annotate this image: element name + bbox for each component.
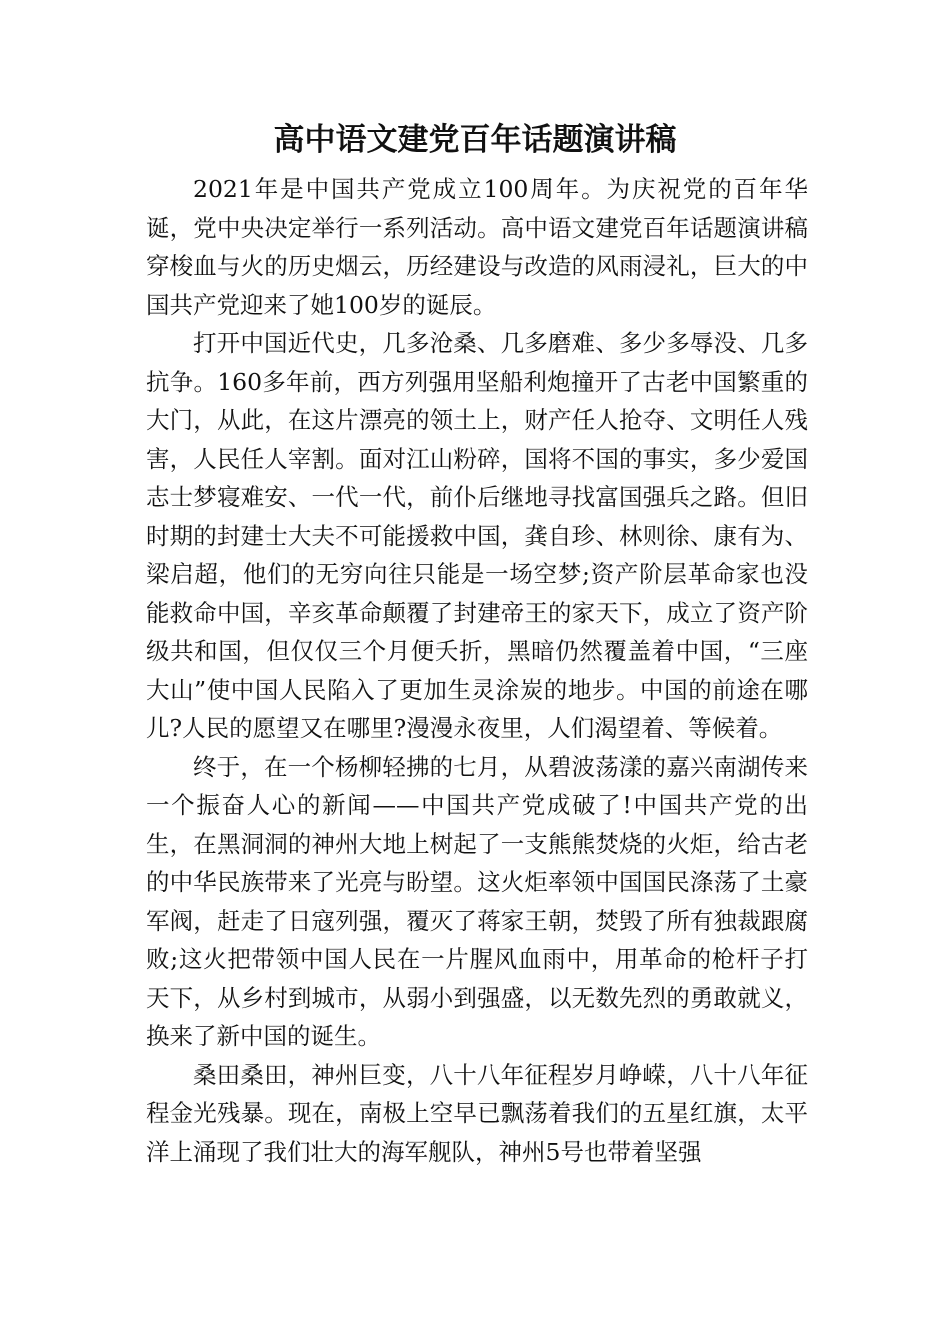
document-title: 高中语文建党百年话题演讲稿 [273,122,677,158]
paragraph-2: 打开中国近代史，几多沧桑、几多磨难、多少多辱没、几多抗争。160多年前，西方列强用坚船利炮撞开了古老中国繁重的大门，从此，在这片漂亮的领土上，财产任人抢夺、文明任人残害，人民任人宰割。面对江山粉碎，国将不国的事实，多少爱国志士梦寝难安、一代一代，前仆后继地寻找富国强兵之路。但旧时期的封建士大夫不可能援救中国，龚自珍、林则徐、康有为、梁启超，他们的无穷向往只能是一场空梦;资产阶层革命家也没能救命中国，辛亥革命颠覆了封建帝王的家天下，成立了资产阶级共和国，但仅仅三个月便夭折，黑暗仍然覆盖着中国，“三座大山”使中国人民陷入了更加生灵涂炭的地步。中国的前途在哪儿?人民的愿望又在哪里?漫漫永夜里，人们渴望着、等候着。 [146,329,808,742]
paragraph-4: 桑田桑田，神州巨变，八十八年征程岁月峥嵘，八十八年征程金光残暴。现在，南极上空早已飘荡着我们的五星红旗，太平洋上涌现了我们壮大的海军舰队，神州5号也带着坚强 [146,1060,808,1166]
paragraph-1: 2021年是中国共产党成立100周年。为庆祝党的百年华诞，党中央决定举行一系列活动。高中语文建党百年话题演讲稿穿梭血与火的历史烟云，历经建设与改造的风雨浸礼，巨大的中国共产党迎来了她100岁的诞辰。 [146,175,808,319]
document-body [146,170,808,1171]
paragraph-3: 终于，在一个杨柳轻拂的七月，从碧波荡漾的嘉兴南湖传来一个振奋人心的新闻——中国共产党成破了!中国共产党的出生，在黑洞洞的神州大地上树起了一支熊熊焚烧的火炬，给古老的中华民族带来了光亮与盼望。这火炬率领中国国民涤荡了土豪军阀，赶走了日寇列强，覆灭了蒋家王朝，焚毁了所有独裁跟腐败;这火把带领中国人民在一片腥风血雨中，用革命的枪杆子打天下，从乡村到城市，从弱小到强盛，以无数先烈的勇敢就义，换来了新中国的诞生。 [146,752,808,1050]
